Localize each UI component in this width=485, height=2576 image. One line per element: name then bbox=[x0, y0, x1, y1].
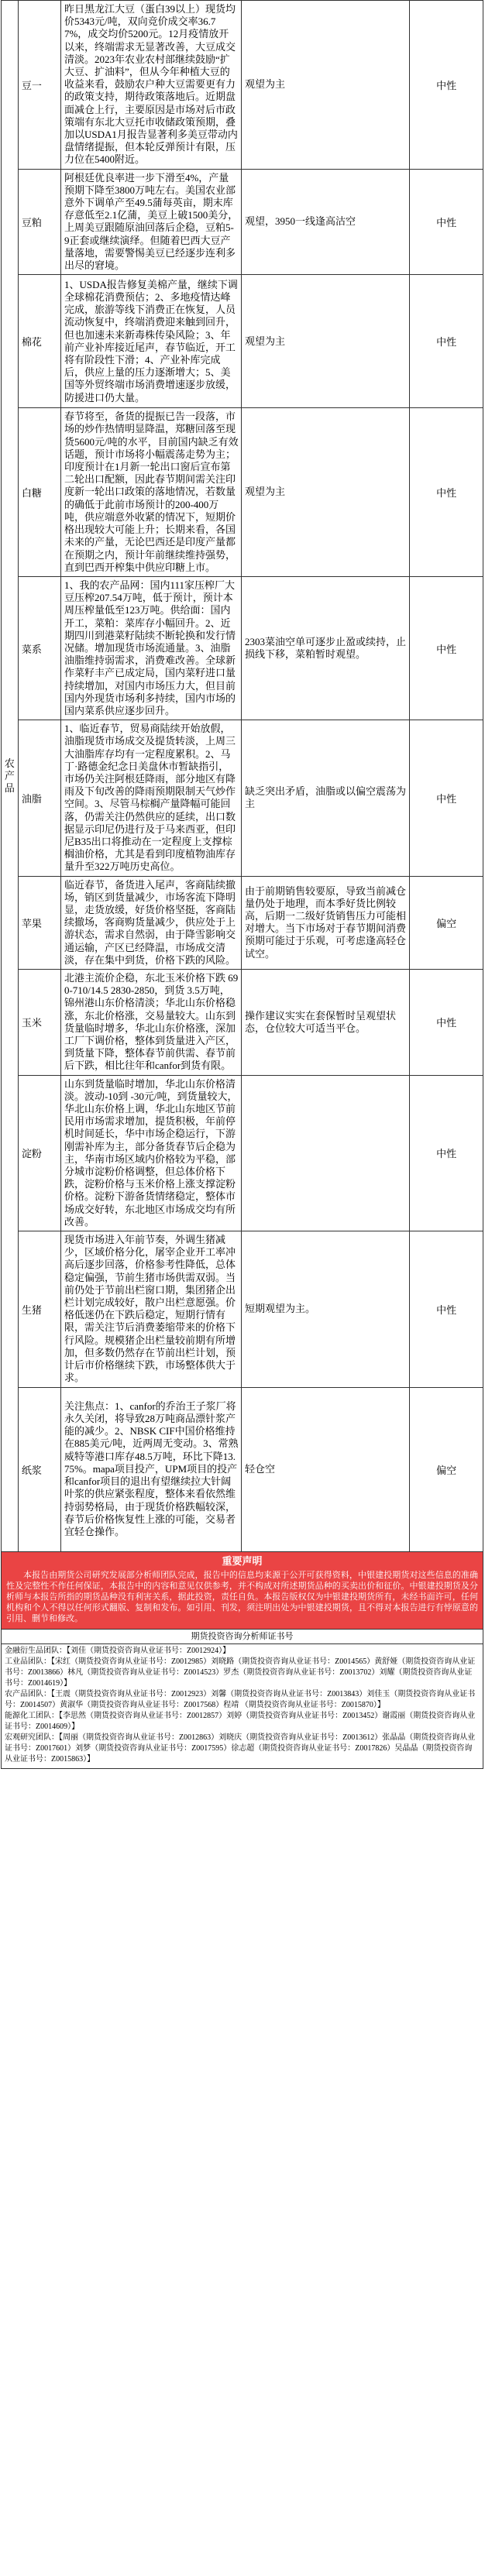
analyst-list bbox=[1, 1644, 483, 1769]
market-view: 偏空 bbox=[436, 1464, 457, 1476]
market-analysis: 临近春节，备货进入尾声，客商陆续撤场，销区到货量减少，市场客流下降明显，走货放缓，好货价格坚挺，客商陆续撤场，客商购货量减少，供应处于上游状态，需求自然弱，由于降雪影响交通运输，产区已经降温，市场成交清淡，存在集中到货，价格下跌的风险。 bbox=[64, 878, 236, 966]
disclaimer-box bbox=[1, 1552, 483, 1630]
trading-strategy: 缺乏突出矛盾，油脂或以偏空震荡为主 bbox=[244, 785, 406, 810]
commodity-name-cell bbox=[18, 408, 60, 577]
trading-strategy: 观望，3950一线逢高沽空 bbox=[244, 215, 356, 228]
commodity-table bbox=[1, 0, 483, 1552]
market-analysis: 山东到货量临时增加，华北山东价格清淡。波动-10到 -30元/吨，到货量较大，华北山东价格上调，华北山东地区节前民用市场需求增加，提货积极，年前停机时间延长，华中市场企稳运行，下游刚需补库为主，部分备货春节后企稳为主，华南市场区域内价格较为平稳，部分城市淀粉价格调整，但总体价格下跌，淀粉价格与玉米价格上涨支撑淀粉价格。淀粉下游备货情绪稳定，整体市场成交好转，东北地区市场成交均有所改善。 bbox=[64, 1077, 238, 1228]
market-analysis-cell bbox=[60, 275, 241, 408]
trading-strategy: 轻仓空 bbox=[244, 1462, 275, 1475]
disclaimer-body: 本报告由期货公司研究发展部分析师团队完成，报告中的信息均来源于公开可获得资料，中银建投期货对这些信息的准确性及完整性不作任何保证，本报告中的内容和意见仅供参考，并不构成对所述期货品种的买卖出价和征价。中银建投期货及分析师与本报告所指的期货品种没有利害关系，据此投资，责任自负。本报告版权仅为中银建投期货所有，未经书面许可，任何机构和个人不得以任何形式翻版、复制和发布。如引用、刊发，须注明出处为中银建投期货，且不得对本报告进行有悖原意的引用、删节和修改。 bbox=[6, 1570, 478, 1623]
commodity-name-cell bbox=[18, 876, 60, 969]
market-view-cell bbox=[410, 275, 483, 408]
market-view: 中性 bbox=[436, 79, 457, 91]
commodity-name: 豆粕 bbox=[21, 216, 42, 228]
commodity-name-cell bbox=[18, 275, 60, 408]
market-analysis: 1、USDA报告修复美棉产量，继续下调全球棉花消费预估；2、多地疫情达峰完成，旅游等线下消费正在恢复，人员流动恢复中，终端消费迎来触到回升，但也加速未来新毒株传染风险；3、年前产业补库接近尾声，春节临近，开工将有阶段性下滑；4、产业补库完成后，供应上量的压力逐渐增大；5、美国等外贸终端市场消费增速逐步放缓，防援进口仍大量。 bbox=[64, 278, 238, 404]
market-view-cell bbox=[410, 876, 483, 969]
commodity-name-cell bbox=[18, 576, 60, 720]
market-view-cell bbox=[410, 1, 483, 170]
market-analysis-cell bbox=[60, 1231, 241, 1387]
commodity-row bbox=[2, 275, 483, 408]
trading-strategy-cell bbox=[241, 408, 409, 577]
commodity-row bbox=[2, 876, 483, 969]
team-line: 农产品团队：【王震（期货投资咨询从业证书号：Z0012923）刘馨（期货投资咨询从业证书号：Z0013843）刘佳玉（期货投资咨询从业证书号：Z0014507）黄淑华（期货投资咨询从业证书号：Z0017568）程靖 （期货投资咨询从业证书号：Z0015870）】 bbox=[5, 1689, 476, 1709]
commodity-name: 菜系 bbox=[21, 643, 42, 655]
trading-strategy: 短期观望为主。 bbox=[244, 1303, 315, 1315]
market-view-cell bbox=[410, 720, 483, 876]
market-view-cell bbox=[410, 408, 483, 577]
trading-strategy: 由于前期销售较要原，导致当前减仓量仍处于地理，而本季好货比例较高，后期一二级好货销售压力可能相对增大。当下市场对于春节期间消费预期可能过于乐观，可考虑逢高轻仓试空。 bbox=[244, 884, 406, 960]
trading-strategy-cell bbox=[241, 275, 409, 408]
market-analysis-cell bbox=[60, 720, 241, 876]
commodity-row bbox=[2, 408, 483, 577]
market-analysis: 关注焦点：1、canfor的乔治王子浆厂将永久关闭，将导致28万吨商品漂针浆产能的减少。2、NBSK CIF中国价格维持在885美元/吨，近两周无变动。3、常熟威特等港口库存48.5万吨，环比下降13.75%。mapa项目投产，UPM项目的投产和canfor项目的退出有望继续拉大针阔叶浆的供应紧张程度，整体来看依然维持弱势格局，由于现货价格跌幅较深，春节后价格恢复性上涨的可能，交易者宜轻仓操作。 bbox=[64, 1400, 239, 1537]
team-line: 能源化工团队：【李思然（期货投资咨询从业证书号：Z0012857）刘婷（期货投资咨询从业证书号：Z0013452）谢霞丽（期货投资咨询从业证书号：Z0014609）】 bbox=[5, 1711, 476, 1731]
commodity-name-cell bbox=[18, 1075, 60, 1231]
trading-strategy: 2303菜油空单可逐步止盈或续持，止损线下移，菜粕暂时观望。 bbox=[244, 635, 406, 661]
commodity-row bbox=[2, 1, 483, 170]
market-view-cell bbox=[410, 1231, 483, 1387]
market-analysis-cell bbox=[60, 1, 241, 170]
market-analysis-cell bbox=[60, 876, 241, 969]
commodity-name: 棉花 bbox=[21, 336, 42, 349]
market-analysis: 北港主流价企稳，东北玉米价格下跌 690-710/14.5 2830-2850，到货 3.5万吨，锦州港山东价格清淡；华北山东价格稳涨，东北价格涨，交易量较大。山东到货量临时增多，华北山东价格涨，深加工厂下调价格，整体到货量进入产区，到货量下降，整体春节前供需、春节前后下跌，相比往年和canfor到货有限。 bbox=[64, 972, 239, 1072]
market-view: 中性 bbox=[436, 792, 457, 805]
team-line: 工业品团队：【宋红（期货投资咨询从业证书号：Z0012985）刘晓路（期货投资咨询从业证书号：Z0014565）黄舒娅（期货投资咨询从业证书号：Z0013866）林凡（期货投资咨询从业证书号：Z0014523）罗杰（期货投资咨询从业证书号：Z0013702）刘耀（期货投资咨询从业证书号：Z0014619）】 bbox=[5, 1657, 476, 1688]
commodity-name: 豆一 bbox=[21, 79, 42, 91]
team-line: 金融衍生品团队：【刘佳（期货投资咨询从业证书号：Z0012924）】 bbox=[5, 1646, 231, 1655]
trading-strategy: 观望为主 bbox=[244, 335, 285, 347]
market-analysis-cell bbox=[60, 1387, 241, 1551]
commodity-name: 纸浆 bbox=[21, 1464, 42, 1476]
market-view-cell bbox=[410, 576, 483, 720]
commodity-row bbox=[2, 1231, 483, 1387]
trading-strategy-cell bbox=[241, 1, 409, 170]
commodity-name: 苹果 bbox=[21, 917, 42, 929]
commodity-row bbox=[2, 169, 483, 275]
category-cell bbox=[2, 1, 19, 1552]
commodity-row bbox=[2, 1075, 483, 1231]
trading-strategy-cell bbox=[241, 970, 409, 1076]
commodity-name: 油脂 bbox=[21, 792, 42, 805]
market-analysis: 现货市场进入年前节奏，外调生猪减少，区域价格分化，屠宰企业开工率冲高后逐步回落，价格参考性降低，总体稳定偏强，节前生猪市场供需双弱。当前仍处于节前出栏窗口期，集团猪企出栏计划完成较好，散户出栏意愿强。价格低迷仍在下跌后稳定，短期行情有限，需关注节后消费萎缩带来的价格下行风险。规模猪企出栏量较前期有所增加，但多数仍然存在节前出栏计划，预计后市价格继续下跌，市场整体供大于求。 bbox=[64, 1234, 236, 1384]
market-view-cell bbox=[410, 169, 483, 275]
commodity-name: 生猪 bbox=[21, 1303, 42, 1316]
market-analysis-cell bbox=[60, 576, 241, 720]
commodity-table-body bbox=[2, 1, 483, 1552]
market-view-cell bbox=[410, 1075, 483, 1231]
trading-strategy: 观望为主 bbox=[244, 486, 285, 498]
commodity-name-cell bbox=[18, 720, 60, 876]
market-analysis-cell bbox=[60, 169, 241, 275]
market-view-cell bbox=[410, 970, 483, 1076]
commodity-row bbox=[2, 1387, 483, 1551]
commodity-name: 玉米 bbox=[21, 1017, 42, 1029]
market-view: 中性 bbox=[436, 1148, 457, 1160]
market-analysis: 昨日黑龙江大豆（蛋白39以上）现货均价5343元/吨，双向竞价成交率36.77%，成交均价5200元。12月疫情放开以来，终端需求无显著改善，大豆成交清淡。2023年农业农村部继续鼓励“扩大豆、扩油料”，但从今年种植大豆的收益来看，鼓励农户种大豆需要更有力的政策支持，期待政策落地后。近期盘面减仓上行，主要原因是市场对后市政策端有东北大豆托市收储政策预期，叠加以USDA1月报告显著利多美豆带动内盘情绪提振，但本轮反弹预计有限，压力位在5400附近。 bbox=[64, 3, 238, 166]
trading-strategy-cell bbox=[241, 720, 409, 876]
trading-strategy-cell bbox=[241, 1387, 409, 1551]
market-view: 中性 bbox=[436, 1017, 457, 1029]
market-view: 中性 bbox=[436, 336, 457, 349]
market-analysis: 阿根廷优良率进一步下滑至4%，产量预期下降至3800万吨左右。美国农业部意外下调单产至49.5蒲每英亩，期末库存意低至2.1亿蒲，美豆上破1500美分，上周美豆跟随原油回落后企稳，豆粕5-9正套或继续演绎。但随着巴西大豆产量落地，需要警惕美豆已经逐步连利多出尽的窘境。 bbox=[64, 171, 239, 272]
trading-strategy: 操作建议实实在套保暂时呈观望状态，仓位较大可适当平仓。 bbox=[244, 1009, 396, 1034]
category-label: 农产品 bbox=[4, 757, 15, 794]
trading-strategy-cell bbox=[241, 876, 409, 969]
market-view: 中性 bbox=[436, 1303, 457, 1316]
commodity-row bbox=[2, 720, 483, 876]
trading-strategy: 观望为主 bbox=[244, 78, 285, 91]
market-view: 中性 bbox=[436, 487, 457, 500]
market-analysis-cell bbox=[60, 1075, 241, 1231]
market-analysis: 1、我的农产品网：国内111家压榨厂大豆压榨207.54万吨，低于预计，预计本周压榨量低至123万吨。供给面：国内开工，菜粕：菜库存小幅回升。2、近期四川到港菜籽陆续不断轮换和发行情况储。增加现货市场流通量。3、油脂油脂维持弱需求，消费难改善。全球新作菜籽丰产已成定局，国内菜籽进口量持续增加，对国内市场压力大，但目前国内外现货市场利多持续，国内市场的国内菜系供应逐步回升。 bbox=[64, 579, 236, 716]
license-title: 期货投资咨询分析师证书号 bbox=[1, 1630, 483, 1644]
commodity-name-cell bbox=[18, 1387, 60, 1551]
commodity-row bbox=[2, 576, 483, 720]
market-analysis: 春节将至，备货的提振已告一段落，市场的炒作热情明显降温，郑糖回落至现货5600元/吨的水平，目前国内缺乏有效话题，预计市场将小幅震荡走势为主；印度预计在1月新一轮出口窗后宣布第二轮出口配额，因此春节期间需关注印度新一轮出口政策的落地情况，若数量的确低于此前市场预计的200-400万吨，供应端意外收紧的情况下，短期价格出现较大可能上升；长期来看，各国未来的产量，无论巴西还是印度产量都在预期之内，预计年前继续维持强势，直到巴西开榨集中供应印糖上市。 bbox=[64, 410, 239, 573]
market-view: 偏空 bbox=[436, 917, 457, 929]
commodity-name: 白糖 bbox=[21, 487, 42, 500]
disclaimer-title: 重要声明 bbox=[222, 1554, 263, 1567]
market-view-cell bbox=[410, 1387, 483, 1551]
market-view: 中性 bbox=[436, 216, 457, 228]
market-analysis-cell bbox=[60, 408, 241, 577]
commodity-name-cell bbox=[18, 1231, 60, 1387]
trading-strategy-cell bbox=[241, 169, 409, 275]
team-line: 宏观研究团队：【周丽（期货投资咨询从业证书号：Z0012863）刘晓庆（期货投资咨询从业证书号：Z0013612）张晶晶（期货投资咨询从业证书号：Z0017601）刘梦（期货投资咨询从业证书号：Z0017595）徐志超（期货投资咨询从业证书号：Z0017826）吴晶晶（期货投资咨询从业证书号：Z0015863）】 bbox=[5, 1733, 476, 1764]
commodity-name-cell bbox=[18, 970, 60, 1076]
market-analysis: 1、临近春节，贸易商陆续开始放假，油脂现货市场成交及提货转淡，上周三大油脂库存均有一定程度累积。2、马丁·路德金纪念日美盘休市暂缺指引，市场仍关注阿根廷降雨，部分地区有降雨及下旬改善的降雨预期限制天气炒作空间。3、尽管马棕榈产量降幅可能回落，仍需关注仍然供应的延续，出口数据显示印尼仍进行及于马来西亚，但印尼B35出口将推动在一定程度上支撑棕榈油价格，尤其是看到印度植物油库存量升至322万吨历史高位。 bbox=[64, 723, 236, 873]
market-view: 中性 bbox=[436, 643, 457, 655]
trading-strategy-cell bbox=[241, 1075, 409, 1231]
commodity-name: 淀粉 bbox=[21, 1148, 42, 1160]
trading-strategy-cell bbox=[241, 1231, 409, 1387]
commodity-name-cell bbox=[18, 1, 60, 170]
market-analysis-cell bbox=[60, 970, 241, 1076]
trading-strategy-cell bbox=[241, 576, 409, 720]
commodity-name-cell bbox=[18, 169, 60, 275]
commodity-row bbox=[2, 970, 483, 1076]
